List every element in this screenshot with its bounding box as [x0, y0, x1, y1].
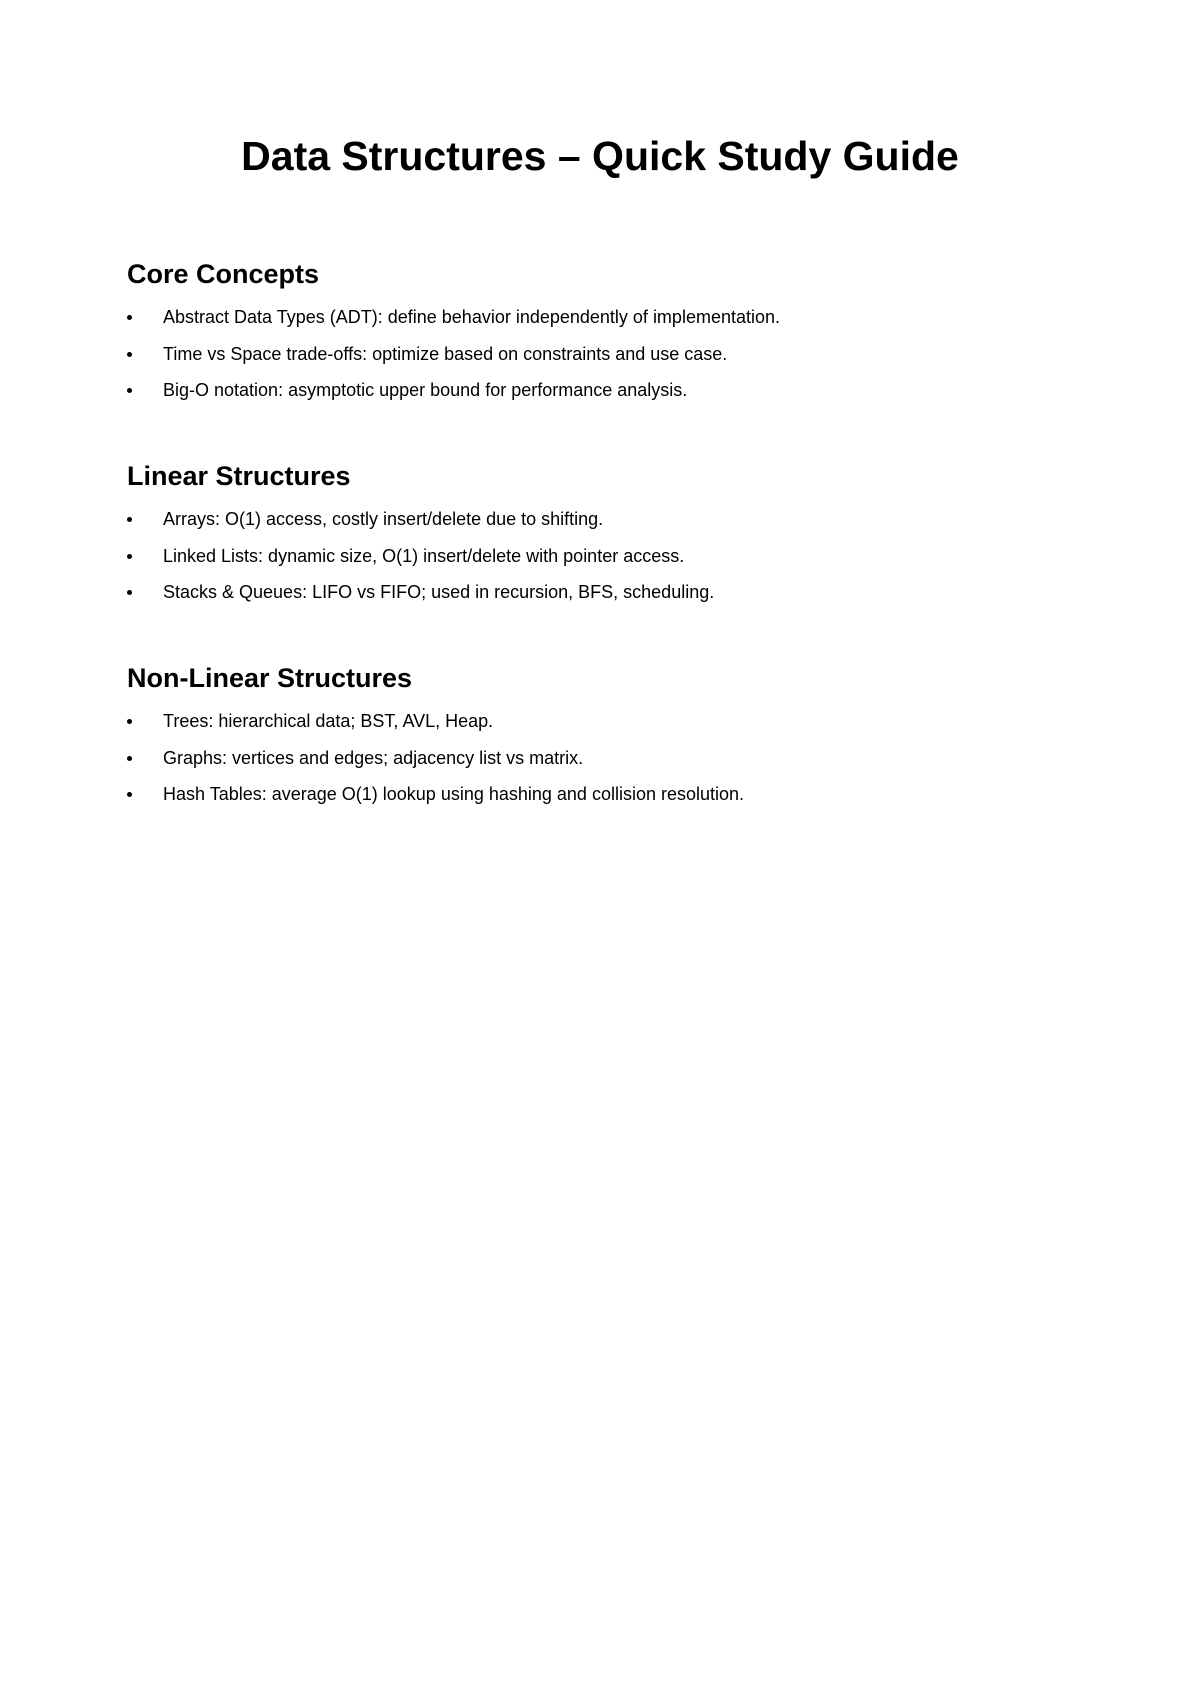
bullet-icon [127, 719, 132, 724]
list-item [127, 343, 1127, 380]
bullet-icon [127, 517, 132, 522]
document-title: Data Structures – Quick Study Guide [241, 133, 959, 179]
bullet-icon [127, 792, 132, 797]
list-item [127, 508, 1127, 545]
list-item-text: Time vs Space trade-offs: optimize based on constraints and use case. [163, 343, 728, 364]
bullet-icon [127, 315, 132, 320]
list-item-text: Linked Lists: dynamic size, O(1) insert/delete with pointer access. [163, 545, 685, 566]
list-item-text: Hash Tables: average O(1) lookup using hashing and collision resolution. [163, 784, 745, 804]
bullet-icon [127, 554, 132, 559]
list-item-text: Big-O notation: asymptotic upper bound for performance analysis. [163, 380, 688, 400]
section-linear-structures [127, 458, 1127, 618]
bullet-icon [127, 388, 132, 393]
list-item [127, 545, 1127, 582]
list-item-text: Trees: hierarchical data; BST, AVL, Heap. [163, 711, 494, 731]
list-item [127, 379, 1127, 416]
list-item-text: Abstract Data Types (ADT): define behavior independently of implementation. [163, 307, 781, 327]
bullet-icon [127, 352, 132, 357]
list-item [127, 783, 1127, 820]
bullet-list [127, 306, 1127, 416]
list-item [127, 747, 1127, 784]
bullet-icon [127, 756, 132, 761]
bullet-list [127, 508, 1127, 618]
list-item [127, 710, 1127, 747]
list-item-text: Arrays: O(1) access, costly insert/delete due to shifting. [163, 509, 604, 529]
section-heading: Linear Structures [127, 461, 351, 491]
list-item-text: Stacks & Queues: LIFO vs FIFO; used in recursion, BFS, scheduling. [163, 582, 715, 602]
section-heading: Core Concepts [127, 259, 320, 289]
bullet-list [127, 710, 1127, 820]
list-item-text: Graphs: vertices and edges; adjacency list vs matrix. [163, 747, 584, 768]
section-non-linear-structures [127, 660, 1127, 820]
section-heading: Non-Linear Structures [127, 663, 413, 693]
list-item [127, 581, 1127, 618]
list-item [127, 306, 1127, 343]
bullet-icon [127, 590, 132, 595]
section-core-concepts [127, 256, 1127, 416]
